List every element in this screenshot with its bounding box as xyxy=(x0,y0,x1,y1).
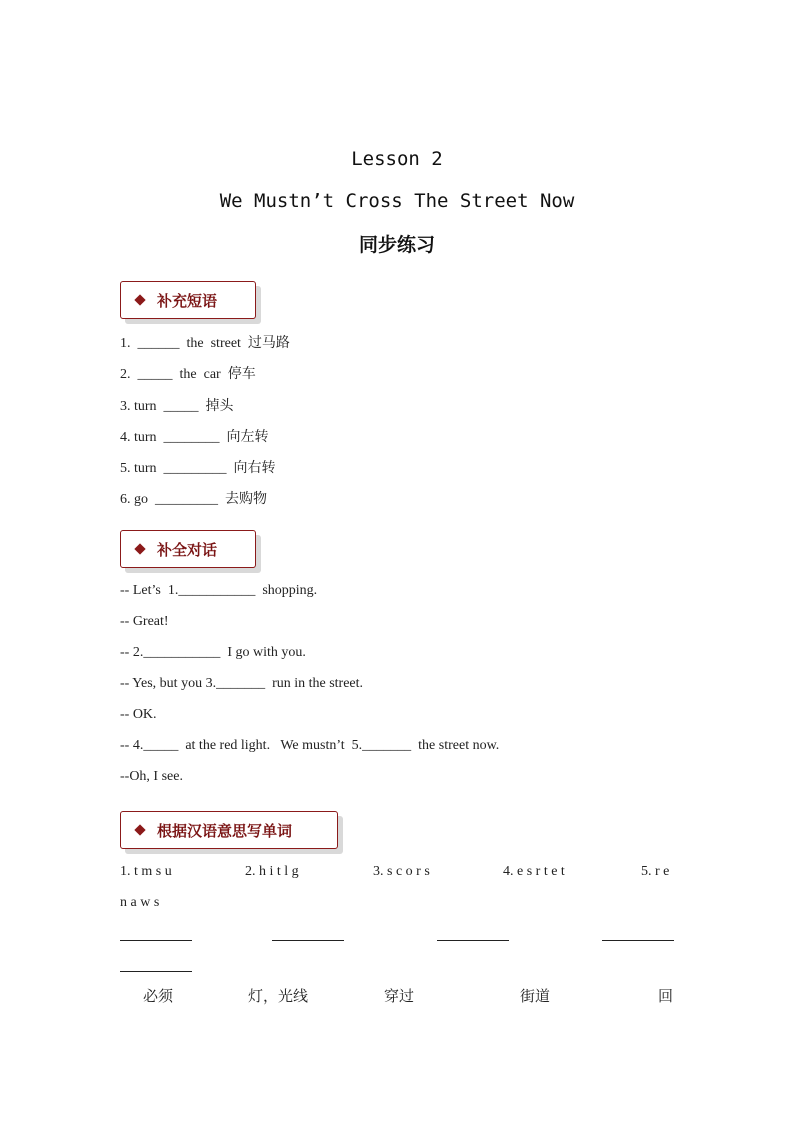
dialogue-line: -- 2.___________ I go with you. xyxy=(120,645,306,660)
scrambled-word: 2. h i t l g xyxy=(245,864,299,879)
phrase-item: 2. _____ the car 停车 xyxy=(120,367,256,382)
section-heading-label: 补全对话 xyxy=(157,540,218,559)
scrambled-word: 3. s c o r s xyxy=(373,864,430,879)
dialogue-line: --Oh, I see. xyxy=(120,769,183,784)
answer-blank xyxy=(437,940,509,941)
diamond-bullet-icon xyxy=(134,294,145,305)
dialogue-line: -- OK. xyxy=(120,707,157,722)
answer-blank xyxy=(120,971,192,972)
answer-blank xyxy=(272,940,344,941)
scrambled-word: 4. e s r t e t xyxy=(503,864,565,879)
word-meaning: 灯，光线 xyxy=(248,987,309,1005)
word-meaning: 街道 xyxy=(520,987,551,1005)
scrambled-word: 1. t m s u xyxy=(120,864,172,879)
phrase-item: 6. go _________ 去购物 xyxy=(120,492,267,507)
dialogue-line: -- 4._____ at the red light. We mustn’t 5._______ the street now. xyxy=(120,738,500,753)
lesson-title: We Mustn’t Cross The Street Now xyxy=(219,190,575,212)
answer-blank xyxy=(602,940,674,941)
dialogue-line: -- Yes, but you 3._______ run in the street. xyxy=(120,676,364,691)
dialogue-line: -- Let’s 1.___________ shopping. xyxy=(120,583,318,598)
word-meaning: 回 xyxy=(658,987,674,1005)
section-heading-words xyxy=(120,811,338,849)
word-meaning: 穿过 xyxy=(384,987,415,1005)
word-meaning: 必须 xyxy=(143,987,174,1005)
diamond-bullet-icon xyxy=(134,543,145,554)
diamond-bullet-icon xyxy=(134,824,145,835)
section-heading-label: 补充短语 xyxy=(157,291,218,310)
lesson-number: Lesson 2 xyxy=(351,148,443,170)
section-heading-label: 根据汉语意思写单词 xyxy=(157,821,293,840)
phrase-item: 1. ______ the street 过马路 xyxy=(120,336,290,351)
dialogue-line: -- Great! xyxy=(120,614,169,629)
phrase-item: 5. turn _________ 向右转 xyxy=(120,461,276,476)
scrambled-word: 5. r e xyxy=(641,864,670,879)
section-heading-dialogue xyxy=(120,530,256,568)
phrase-item: 3. turn _____ 掉头 xyxy=(120,399,234,414)
answer-blank xyxy=(120,940,192,941)
section-heading-phrases xyxy=(120,281,256,319)
worksheet-subtitle: 同步练习 xyxy=(358,234,435,256)
scrambled-word-continued: n a w s xyxy=(120,895,160,910)
phrase-item: 4. turn ________ 向左转 xyxy=(120,430,269,445)
